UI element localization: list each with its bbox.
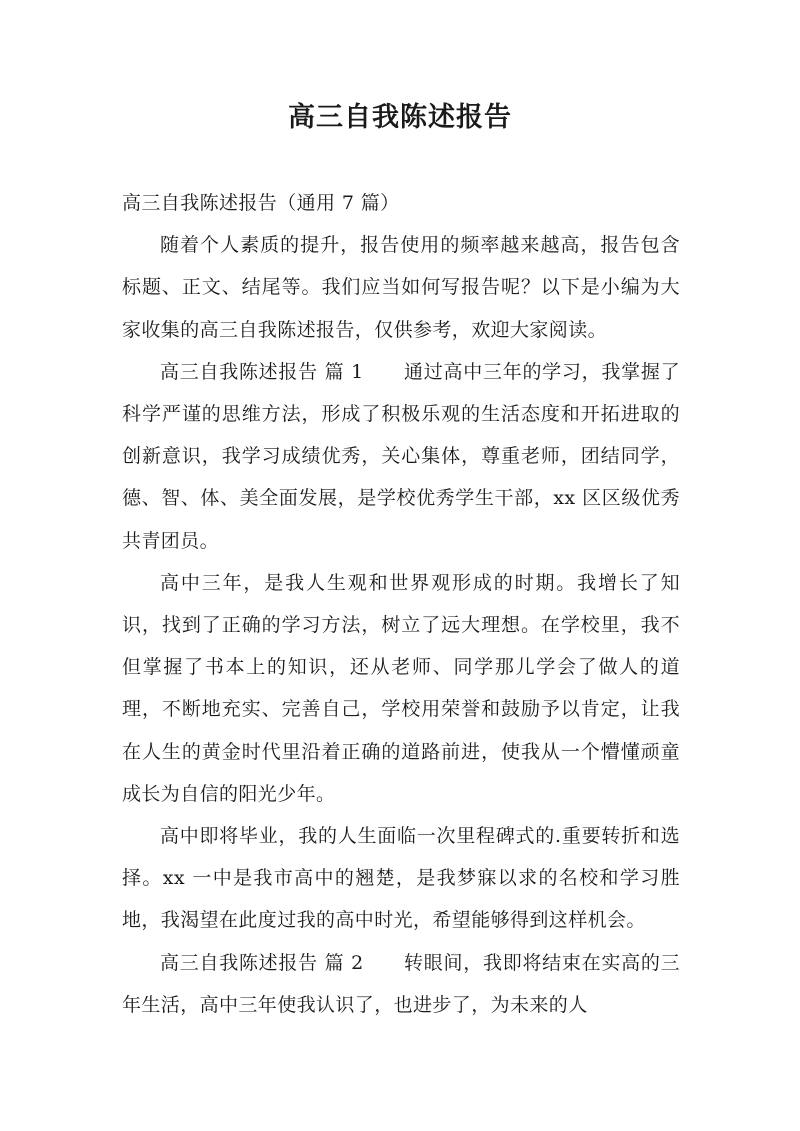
document-subtitle: 高三自我陈述报告（通用 7 篇） <box>122 192 400 214</box>
section-1-paragraph-3: 高中即将毕业，我的人生面临一次里程碑式的.重要转折和选择。xx 一中是我市高中的翘楚，是我梦寐以求的名校和学习胜地，我渴望在此度过我的高中时光，希望能够得到这样机会。 <box>122 825 680 932</box>
section-1-heading: 高三自我陈述报告 篇 1 <box>160 360 364 383</box>
section-1-paragraph <box>122 351 680 562</box>
section-2-paragraph <box>122 942 680 1026</box>
section-1-paragraph-2: 高中三年，是我人生观和世界观形成的时期。我增长了知识，找到了正确的学习方法，树立了远大理想。在学校里，我不但掌握了书本上的知识，还从老师、同学那儿学会了做人的道理，不断地充实、完善自己，学校用荣誉和鼓励予以肯定，让我在人生的黄金时代里沿着正确的道路前进，使我从一个懵懂顽童成长为自信的阳光少年。 <box>122 571 680 805</box>
intro-paragraph: 随着个人素质的提升，报告使用的频率越来越高，报告包含标题、正文、结尾等。我们应当如何写报告呢？以下是小编为大家收集的高三自我陈述报告，仅供参考，欢迎大家阅读。 <box>122 234 680 341</box>
section-2-text: 转眼间，我即将结束在实高的三年生活，高中三年使我认识了，也进步了，为未来的人 <box>122 951 681 1016</box>
document-body <box>122 182 680 1026</box>
section-2-heading: 高三自我陈述报告 篇 2 <box>160 951 364 974</box>
section-1-text: 通过高中三年的学习，我掌握了科学严谨的思维方法，形成了积极乐观的生活态度和开拓进取的创新意识，我学习成绩优秀，关心集体，尊重老师，团结同学，德、智、体、美全面发展，是学校优秀学生干部，xx 区区级优秀共青团员。 <box>122 360 681 552</box>
document-title: 高三自我陈述报告 <box>288 102 512 133</box>
